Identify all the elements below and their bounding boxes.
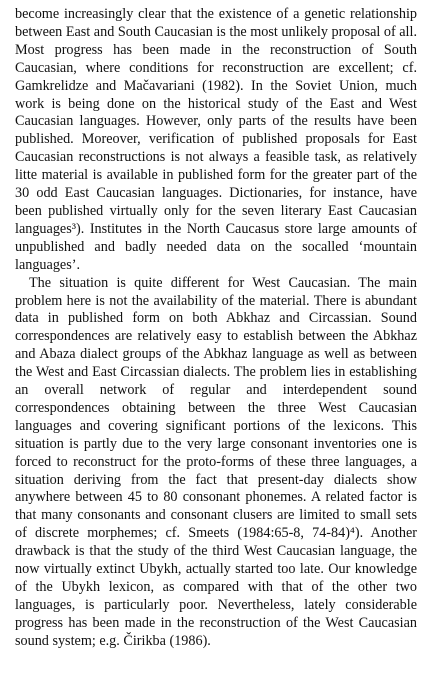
paragraph-east-south-caucasian: become increasingly clear that the existence of a genetic relationship between East and South Caucasian is the most unlikely proposal of all. Most progress has been made in the reconstruction of South Caucasian, where conditions for reconstruction are excellent; cf. Gamkrelidze and Mačavariani (1982). In the Soviet Union, much work is being done on the historical study of the East and West Caucasian languages. However, only parts of the results have been published. Moreover, verification of published proposals for East Caucasian reconstructions is not always a feasible task, as relatively litte material is available in published form for the greater part of the 30 odd East Caucasian languages. Dictionaries, for instance, have been published virtually only for the seven literary East Caucasian languages³). Institutes in the North Caucasus store large amounts of unpublished and badly needed data on the socalled ‘mountain languages’. <box>15 6 417 273</box>
paragraph-west-caucasian: The situation is quite different for West Caucasian. The main problem here is not the availability of the material. There is abundant data in published form on both Abkhaz and Circassian. Sound correspondences are relatively easy to establish between the Abkhaz and Abaza dialect groups of the Abkhaz language as well as between the West and East Circassian dialects. The problem lies in establishing an overall network of regular and interdependent sound correspondences obtaining between the three West Caucasian languages and covering significant portions of the lexicons. This situation is partly due to the very large consonant inventories one is forced to reconstruct for the proto-forms of these three languages, a situation deriving from the fact that present-day dialects show anywhere between 45 to 80 consonant phonemes. A related factor is that many consonants and consonant clusers are limited to small sets of discrete morphemes; cf. Smeets (1984:65-8, 74-84)⁴). Another drawback is that the study of the third West Caucasian language, the now virtually extinct Ubykh, actually started too late. Our knowledge of the Ubykh lexicon, as compared with that of the other two languages, is particularly poor. Nevertheless, lately considerable progress has been made in the reconstruction of the West Caucasian sound system; e.g. Čirikba (1986). <box>15 274 417 649</box>
paper-page-body <box>15 6 417 651</box>
